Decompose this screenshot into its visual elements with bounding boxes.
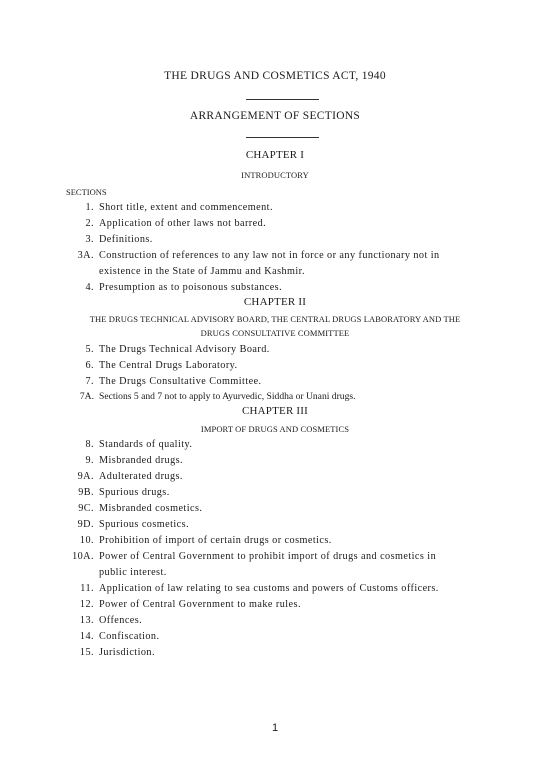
section-title: Sections 5 and 7 not to apply to Ayurvedic, Siddha or Unani drugs. <box>99 391 356 402</box>
section-title: Application of law relating to sea customs and powers of Customs officers. <box>99 583 439 594</box>
chapter-2-name-line1: THE DRUGS TECHNICAL ADVISORY BOARD, THE CENTRAL DRUGS LABORATORY AND THE <box>89 314 461 324</box>
section-number: 8. <box>85 439 94 450</box>
section-title: Presumption as to poisonous substances. <box>99 282 283 293</box>
section-title: Application of other laws not barred. <box>99 218 267 229</box>
section-number: 14. <box>79 631 94 642</box>
section-title: The Drugs Technical Advisory Board. <box>99 344 270 355</box>
section-title: Definitions. <box>99 234 153 245</box>
section-number: 9C. <box>78 503 94 514</box>
section-number: 3A. <box>77 250 94 261</box>
section-title: Misbranded drugs. <box>99 455 184 466</box>
chapter-1-name: INTRODUCTORY <box>241 170 309 180</box>
section-title-continued: public interest. <box>99 567 167 578</box>
section-title: Misbranded cosmetics. <box>99 503 203 514</box>
section-number: 5. <box>85 344 94 355</box>
act-title: THE DRUGS AND COSMETICS ACT, 1940 <box>164 70 386 82</box>
section-number: 6. <box>85 360 94 371</box>
subtitle-divider <box>246 137 319 138</box>
section-number: 7. <box>85 376 94 387</box>
section-number: 10A. <box>72 551 94 562</box>
section-number: 12. <box>79 599 94 610</box>
section-title: Jurisdiction. <box>99 647 155 658</box>
page-number: 1 <box>271 722 279 734</box>
section-title: Spurious cosmetics. <box>99 519 190 530</box>
section-number: 13. <box>79 615 94 626</box>
section-number: 7A. <box>79 391 94 402</box>
section-title: Prohibition of import of certain drugs or cosmetics. <box>99 535 332 546</box>
chapter-3-name: IMPORT OF DRUGS AND COSMETICS <box>200 424 350 434</box>
chapter-1-heading: CHAPTER I <box>245 149 305 161</box>
section-number: 9B. <box>78 487 94 498</box>
section-number: 2. <box>85 218 94 229</box>
section-title: Spurious drugs. <box>99 487 170 498</box>
arrangement-heading: ARRANGEMENT OF SECTIONS <box>189 110 361 122</box>
section-number: 15. <box>79 647 94 658</box>
section-title: Confiscation. <box>99 631 160 642</box>
section-title: The Drugs Consultative Committee. <box>99 376 262 387</box>
chapter-2-name-line2: DRUGS CONSULTATIVE COMMITTEE <box>200 328 350 338</box>
section-title: Short title, extent and commencement. <box>99 202 273 213</box>
sections-label: SECTIONS <box>66 187 107 197</box>
section-title: Power of Central Government to prohibit import of drugs and cosmetics in <box>99 551 437 562</box>
section-title: Power of Central Government to make rules. <box>99 599 301 610</box>
section-title: The Central Drugs Laboratory. <box>99 360 238 371</box>
section-number: 1. <box>85 202 94 213</box>
section-number: 10. <box>79 535 94 546</box>
section-title: Construction of references to any law not in force or any functionary not in <box>99 250 440 261</box>
chapter-2-heading: CHAPTER II <box>243 296 307 308</box>
section-title: Adulterated drugs. <box>99 471 183 482</box>
section-title: Offences. <box>99 615 143 626</box>
section-number: 4. <box>85 282 94 293</box>
section-number: 11. <box>80 583 94 594</box>
section-title-continued: existence in the State of Jammu and Kashmir. <box>99 266 305 277</box>
title-divider <box>246 99 319 100</box>
chapter-3-heading: CHAPTER III <box>241 405 309 417</box>
section-number: 9. <box>85 455 94 466</box>
section-number: 3. <box>85 234 94 245</box>
section-title: Standards of quality. <box>99 439 193 450</box>
section-number: 9A. <box>77 471 94 482</box>
section-number: 9D. <box>77 519 94 530</box>
